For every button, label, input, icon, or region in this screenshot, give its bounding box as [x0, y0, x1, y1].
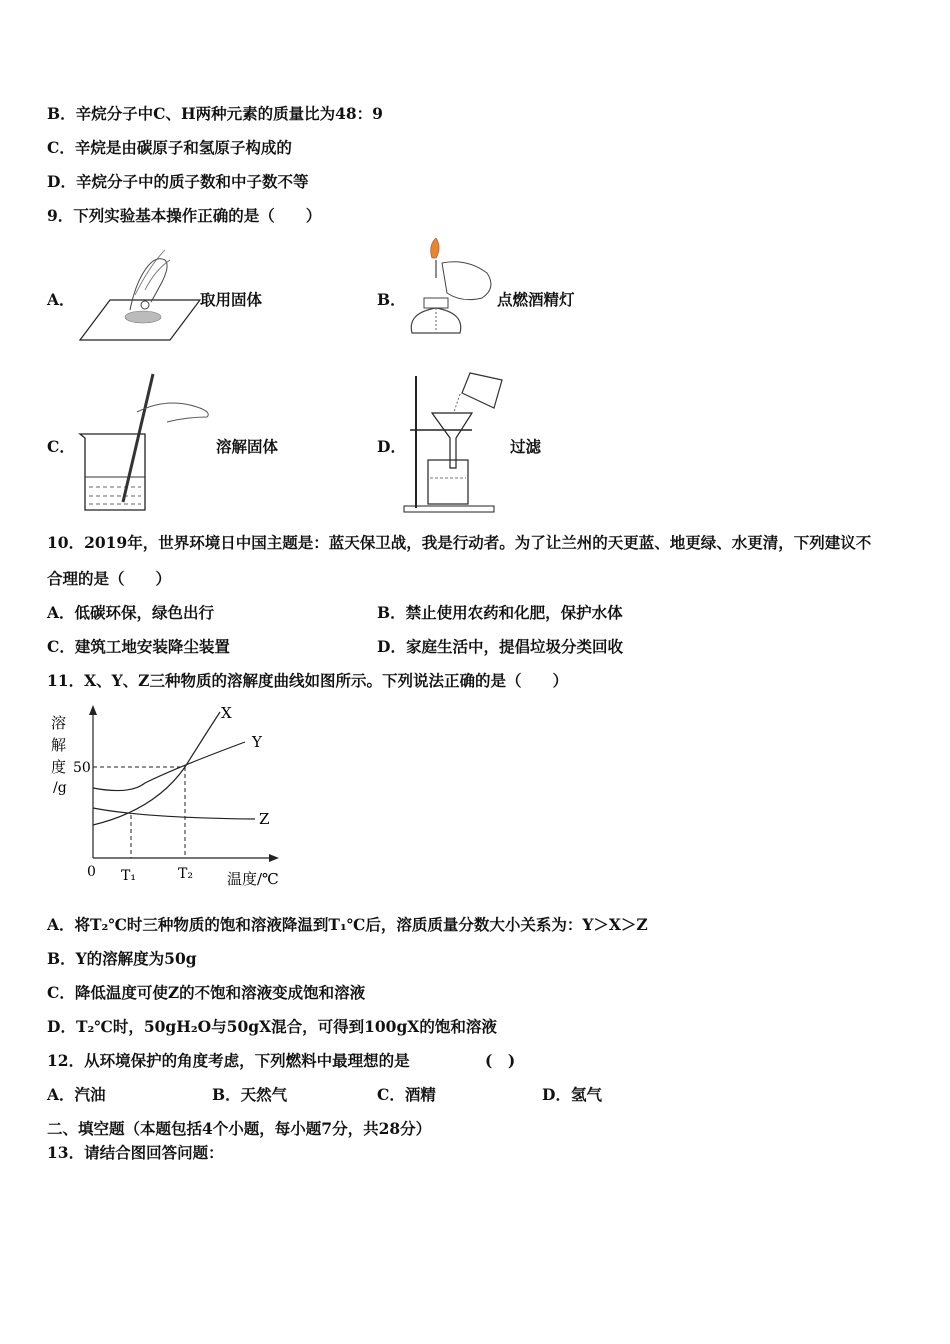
q11-option-d: D．T₂℃时，50gH₂O与50gX混合，可得到100gX的饱和溶液	[47, 1017, 497, 1036]
q9-option-b-letter: B．	[377, 290, 406, 309]
q12-option-b: B．天然气	[212, 1085, 288, 1104]
x-tick-t1: T₁	[121, 868, 136, 884]
q12-option-d: D．氢气	[542, 1085, 602, 1104]
q10-stem-line1: 10．2019年，世界环境日中国主题是：蓝天保卫战，我是行动者。为了让兰州的天更蓝、地更绿、水更清，下列建议不	[47, 533, 872, 552]
q8-option-d: D．辛烷分子中的质子数和中子数不等	[47, 172, 309, 191]
x-axis-label: 温度/℃	[227, 870, 279, 888]
q9-option-a-letter: A．	[47, 290, 75, 309]
q12-paren: ( )	[485, 1051, 516, 1070]
x-tick-t2: T₂	[178, 866, 193, 882]
q11-stem: 11．X、Y、Z三种物质的溶解度曲线如图所示。下列说法正确的是（ ）	[47, 671, 568, 690]
q12-option-c: C．酒精	[377, 1085, 436, 1104]
series-x-curve	[93, 712, 220, 825]
x-axis-arrow	[269, 854, 279, 862]
q11-option-a: A．将T₂℃时三种物质的饱和溶液降温到T₁℃后，溶质质量分数大小关系为：Y＞X＞Z	[47, 915, 648, 934]
filtration-illustration	[402, 368, 512, 516]
y-label-char-4: /g	[53, 780, 67, 796]
q10-option-a: A．低碳环保，绿色出行	[47, 603, 215, 622]
series-y-curve	[93, 742, 245, 791]
q12-stem: 12．从环境保护的角度考虑，下列燃料中最理想的是	[47, 1051, 410, 1070]
y-label-char-2: 解	[51, 736, 67, 754]
q11-option-b: B．Y的溶解度为50g	[47, 949, 197, 968]
y-tick-50: 50	[73, 760, 91, 776]
q9-option-c-caption: 溶解固体	[216, 437, 279, 456]
take-solid-illustration	[75, 235, 205, 350]
q11-option-c: C．降低温度可使Z的不饱和溶液变成饱和溶液	[47, 983, 366, 1002]
y-axis-arrow	[89, 705, 97, 715]
series-z-label: Z	[259, 810, 270, 828]
q10-option-d: D．家庭生活中，提倡垃圾分类回收	[377, 637, 623, 656]
q9-option-a-caption: 取用固体	[200, 290, 263, 309]
alcohol-lamp-illustration	[402, 238, 502, 348]
series-x-label: X	[221, 704, 232, 722]
q12-option-a: A．汽油	[47, 1085, 106, 1104]
q9-option-d-caption: 过滤	[510, 437, 542, 456]
q9-option-d-letter: D．	[377, 437, 406, 456]
q9-stem: 9．下列实验基本操作正确的是（ ）	[47, 206, 322, 225]
solubility-chart	[45, 700, 295, 890]
y-label-char-3: 度	[51, 758, 67, 776]
q10-option-b: B．禁止使用农药和化肥，保护水体	[377, 603, 623, 622]
series-y-label: Y	[252, 733, 262, 751]
q8-option-c: C．辛烷是由碳原子和氢原子构成的	[47, 138, 292, 157]
q10-stem-line2: 合理的是（ ）	[47, 569, 172, 588]
dissolve-solid-illustration	[75, 372, 220, 517]
q9-option-b-caption: 点燃酒精灯	[497, 290, 575, 309]
q13-stem: 13．请结合图回答问题：	[47, 1143, 224, 1162]
origin-label: 0	[87, 864, 96, 880]
y-label-char-1: 溶	[51, 714, 67, 732]
q9-option-c-letter: C．	[47, 437, 75, 456]
q10-option-c: C．建筑工地安装降尘装置	[47, 637, 230, 656]
q8-option-b: B．辛烷分子中C、H两种元素的质量比为48：9	[47, 104, 383, 123]
section2-heading: 二、填空题（本题包括4个小题，每小题7分，共28分）	[47, 1119, 432, 1138]
